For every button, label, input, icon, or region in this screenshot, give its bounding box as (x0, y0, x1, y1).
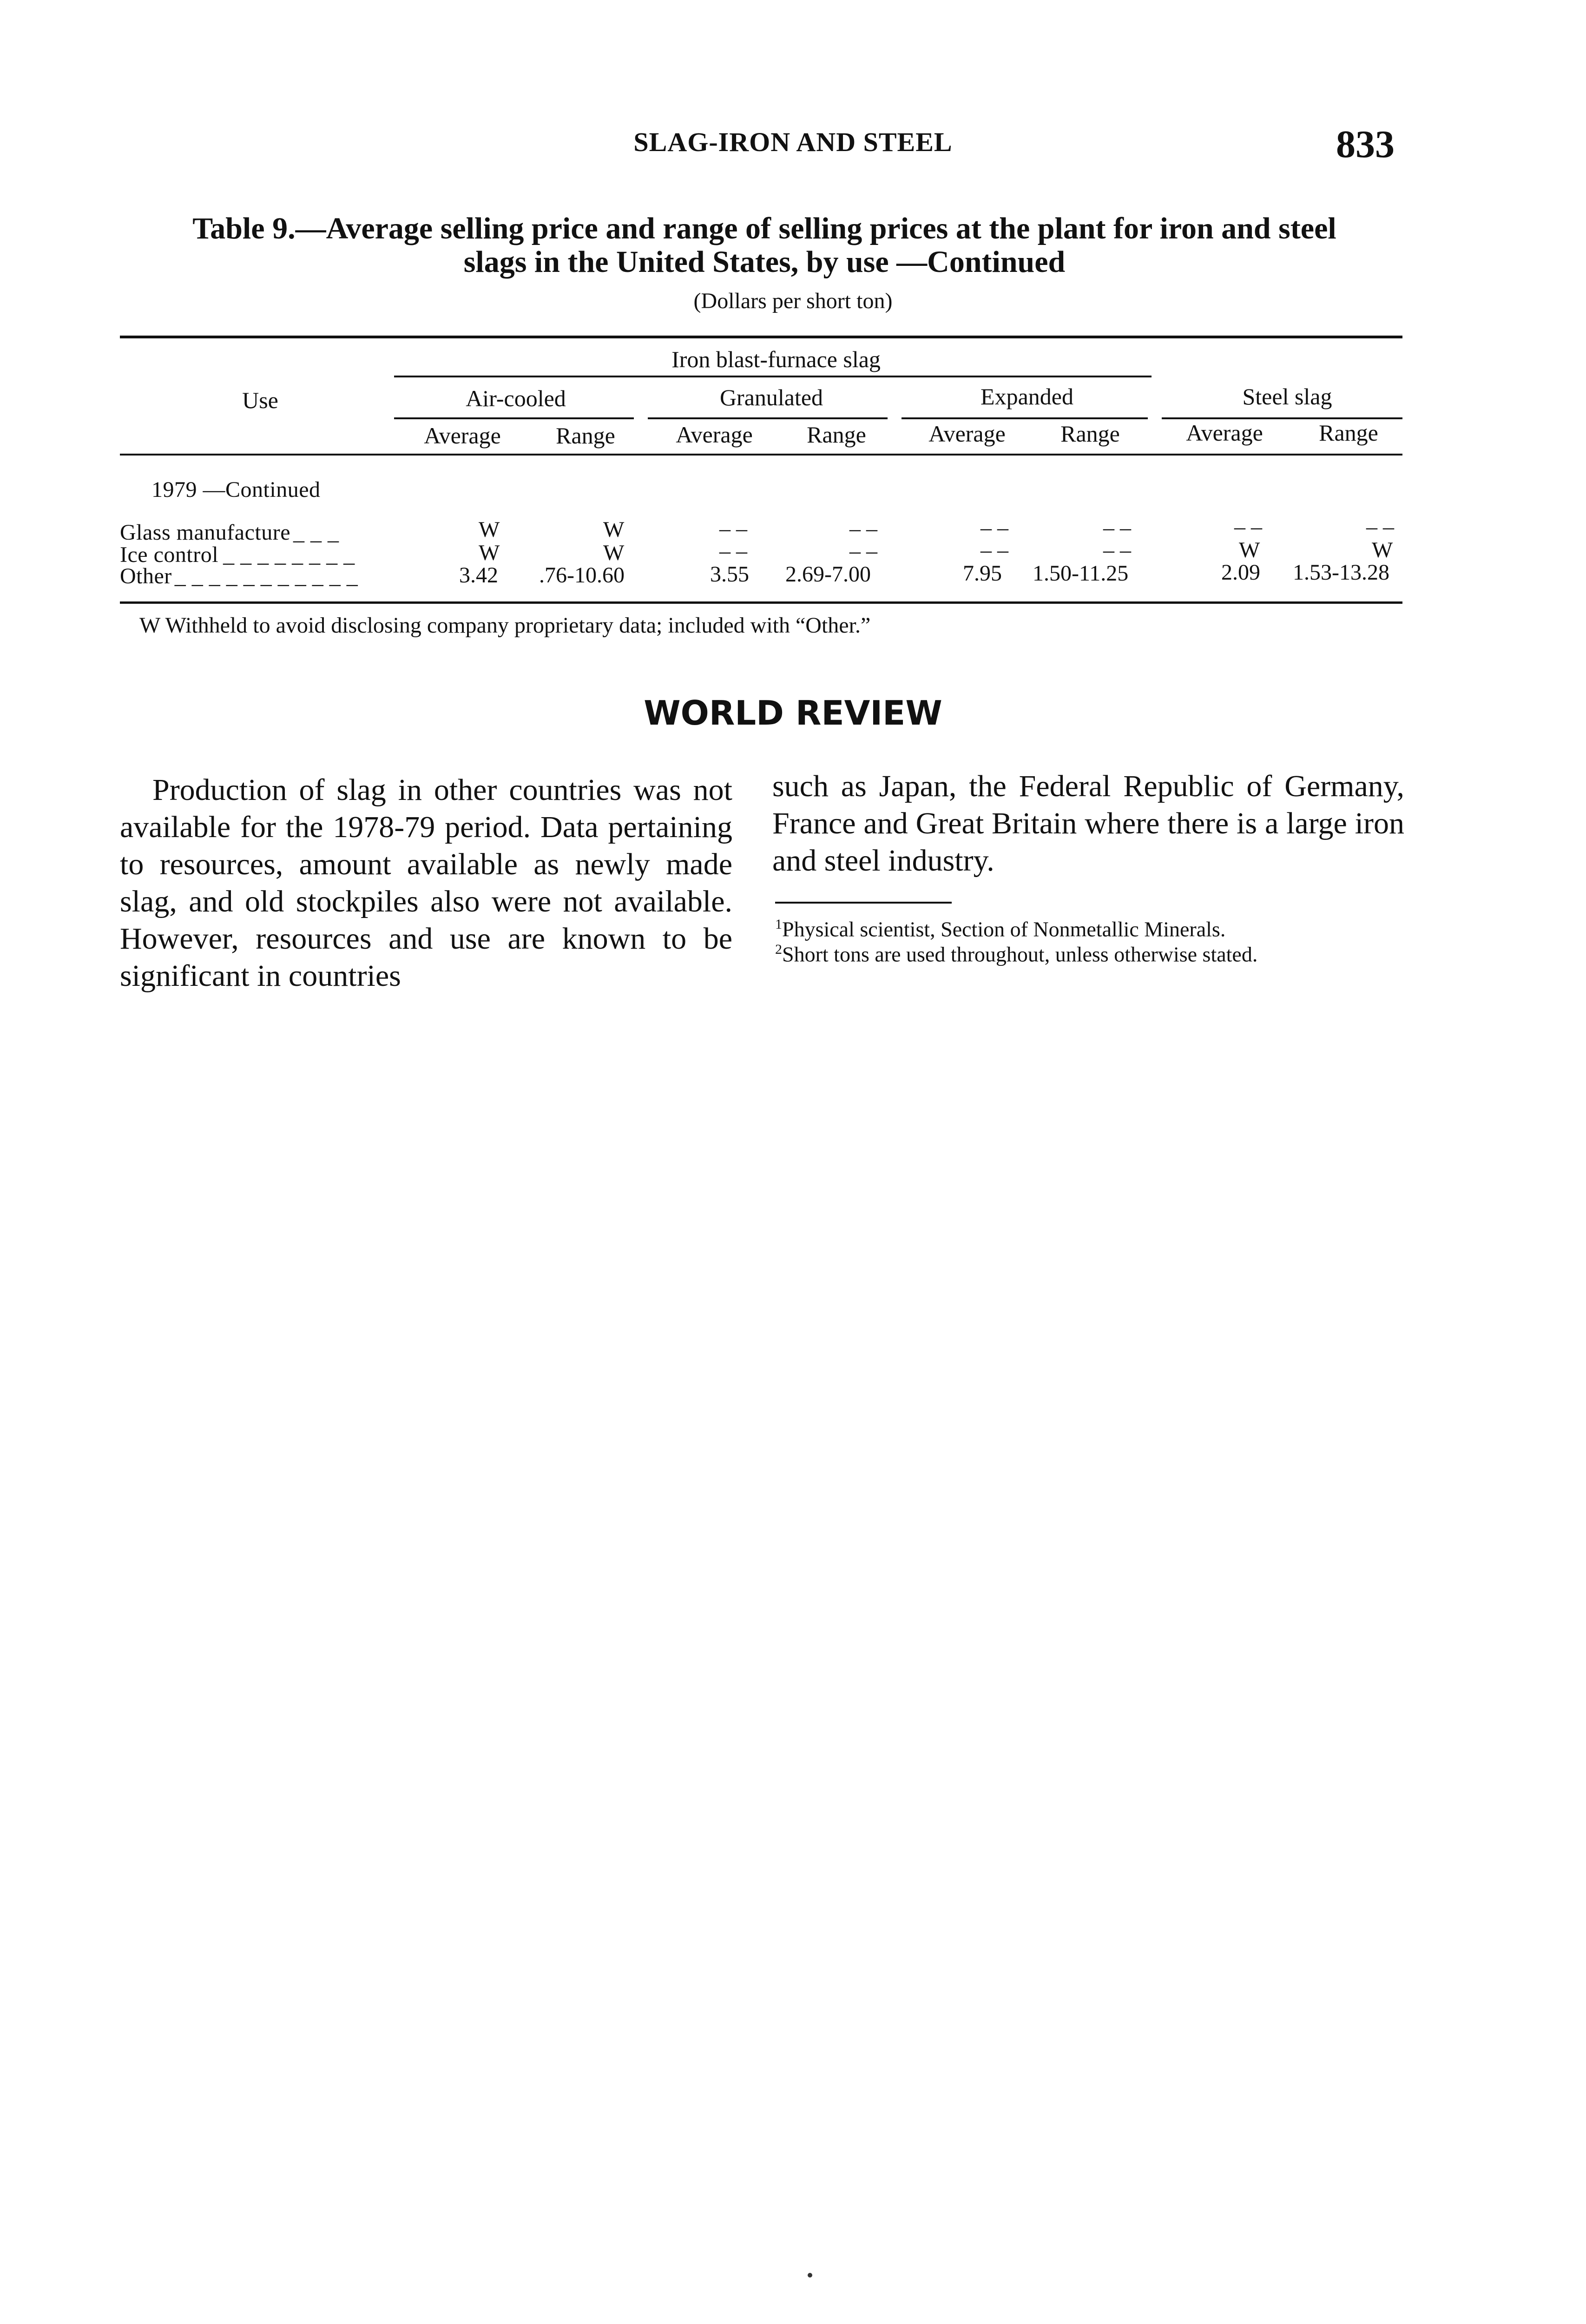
footnote-2-text: Short tons are used throughout, unless otherwise stated. (782, 942, 1258, 966)
table-title-line-2: slags in the United States, by use —Continued (463, 245, 1066, 279)
row-use-label: Ice control (120, 542, 219, 567)
footnote-1-text: Physical scientist, Section of Nonmetallic Minerals. (782, 917, 1226, 941)
left-paragraph: Production of slag in other countries was not available for the 1978-79 period. Data pertaining to resources, amount available as newly made slag, and old stockpiles also were not available. However, resources and use are known to be significant in countries (120, 773, 732, 993)
header-air-range: Range (556, 423, 615, 449)
cell-exp-avg: – – (981, 538, 1008, 562)
page-number: 833 (1336, 123, 1395, 166)
cell-exp-range: – – (1103, 515, 1131, 540)
cell-steel-range: – – (1366, 515, 1394, 539)
cell-gran-avg: – – (719, 516, 747, 541)
cell-steel-range: W (1372, 538, 1393, 562)
cell-gran-avg: 3.55 (710, 562, 749, 587)
table-title-line-1: Table 9.—Average selling price and range of selling prices at the plant for iron and steel (192, 211, 1336, 245)
row-use-label: Other (120, 564, 172, 588)
cell-air-avg: 3.42 (459, 563, 498, 588)
cell-gran-range: 2.69-7.00 (785, 562, 871, 587)
header-air-average: Average (424, 423, 501, 449)
header-gran-range: Range (807, 422, 866, 448)
row-leader: _ _ _ (293, 520, 339, 545)
header-granulated: Granulated (719, 384, 823, 410)
right-column (772, 768, 1404, 879)
cell-gran-avg: – – (719, 539, 747, 563)
header-expanded: Expanded (981, 383, 1073, 409)
iron-group-rule (394, 376, 1152, 377)
cell-steel-avg: 2.09 (1221, 560, 1260, 585)
table-units: (Dollars per short ton) (693, 289, 893, 313)
header-exp-range: Range (1060, 421, 1120, 447)
header-exp-average: Average (928, 421, 1006, 447)
cell-exp-range: – – (1103, 538, 1131, 562)
footnote-2-mark: 2 (775, 942, 782, 957)
table-row (120, 520, 339, 545)
table-footnote: W Withheld to avoid disclosing company proprietary data; included with “Other.” (139, 613, 871, 638)
footnote-rule (775, 902, 952, 904)
cell-air-avg: W (479, 517, 500, 542)
header-steel-average: Average (1186, 420, 1263, 446)
cell-gran-range: – – (849, 516, 877, 541)
table-top-rule (120, 336, 1402, 338)
cell-air-range: .76-10.60 (539, 563, 625, 588)
expanded-rule (902, 417, 1148, 419)
cell-air-range: W (603, 517, 625, 542)
right-paragraph: such as Japan, the Federal Republic of Germany, France and Great Britain where there is a large iron and steel industry. (772, 769, 1404, 878)
header-gran-average: Average (676, 422, 753, 448)
header-air-cooled: Air-cooled (466, 385, 566, 411)
header-steel-slag: Steel slag (1242, 383, 1332, 409)
footnote-1-mark: 1 (775, 917, 782, 932)
cell-exp-avg: 7.95 (963, 561, 1002, 586)
cell-exp-range: 1.50-11.25 (1033, 561, 1129, 586)
cell-steel-range: 1.53-13.28 (1293, 560, 1389, 585)
running-title: SLAG-IRON AND STEEL (633, 127, 953, 157)
row-leader: _ _ _ _ _ _ _ _ (223, 542, 355, 567)
section-heading: WORLD REVIEW (644, 693, 942, 733)
row-leader: _ _ _ _ _ _ _ _ _ _ _ (174, 564, 358, 588)
footnote-2 (775, 937, 1405, 967)
cell-gran-range: – – (849, 539, 877, 563)
header-use: Use (242, 387, 278, 413)
header-steel-range: Range (1319, 420, 1378, 446)
cell-steel-avg: – – (1234, 515, 1262, 539)
cell-air-range: W (603, 541, 625, 565)
air-cooled-rule (394, 417, 634, 419)
table-title (125, 212, 1403, 279)
left-column (120, 772, 732, 995)
column-header-rule (120, 454, 1402, 456)
cell-exp-avg: – – (981, 515, 1008, 540)
row-use-label: Glass manufacture (120, 520, 291, 545)
cell-steel-avg: W (1239, 538, 1260, 562)
table-row (120, 563, 358, 589)
table-bottom-rule (120, 601, 1402, 604)
granulated-rule (648, 417, 888, 419)
year-label: 1979 —Continued (151, 477, 321, 502)
cell-air-avg: W (479, 541, 500, 565)
stray-mark-dot (808, 2273, 812, 2278)
header-iron-blast-furnace-slag: Iron blast-furnace slag (671, 346, 881, 372)
